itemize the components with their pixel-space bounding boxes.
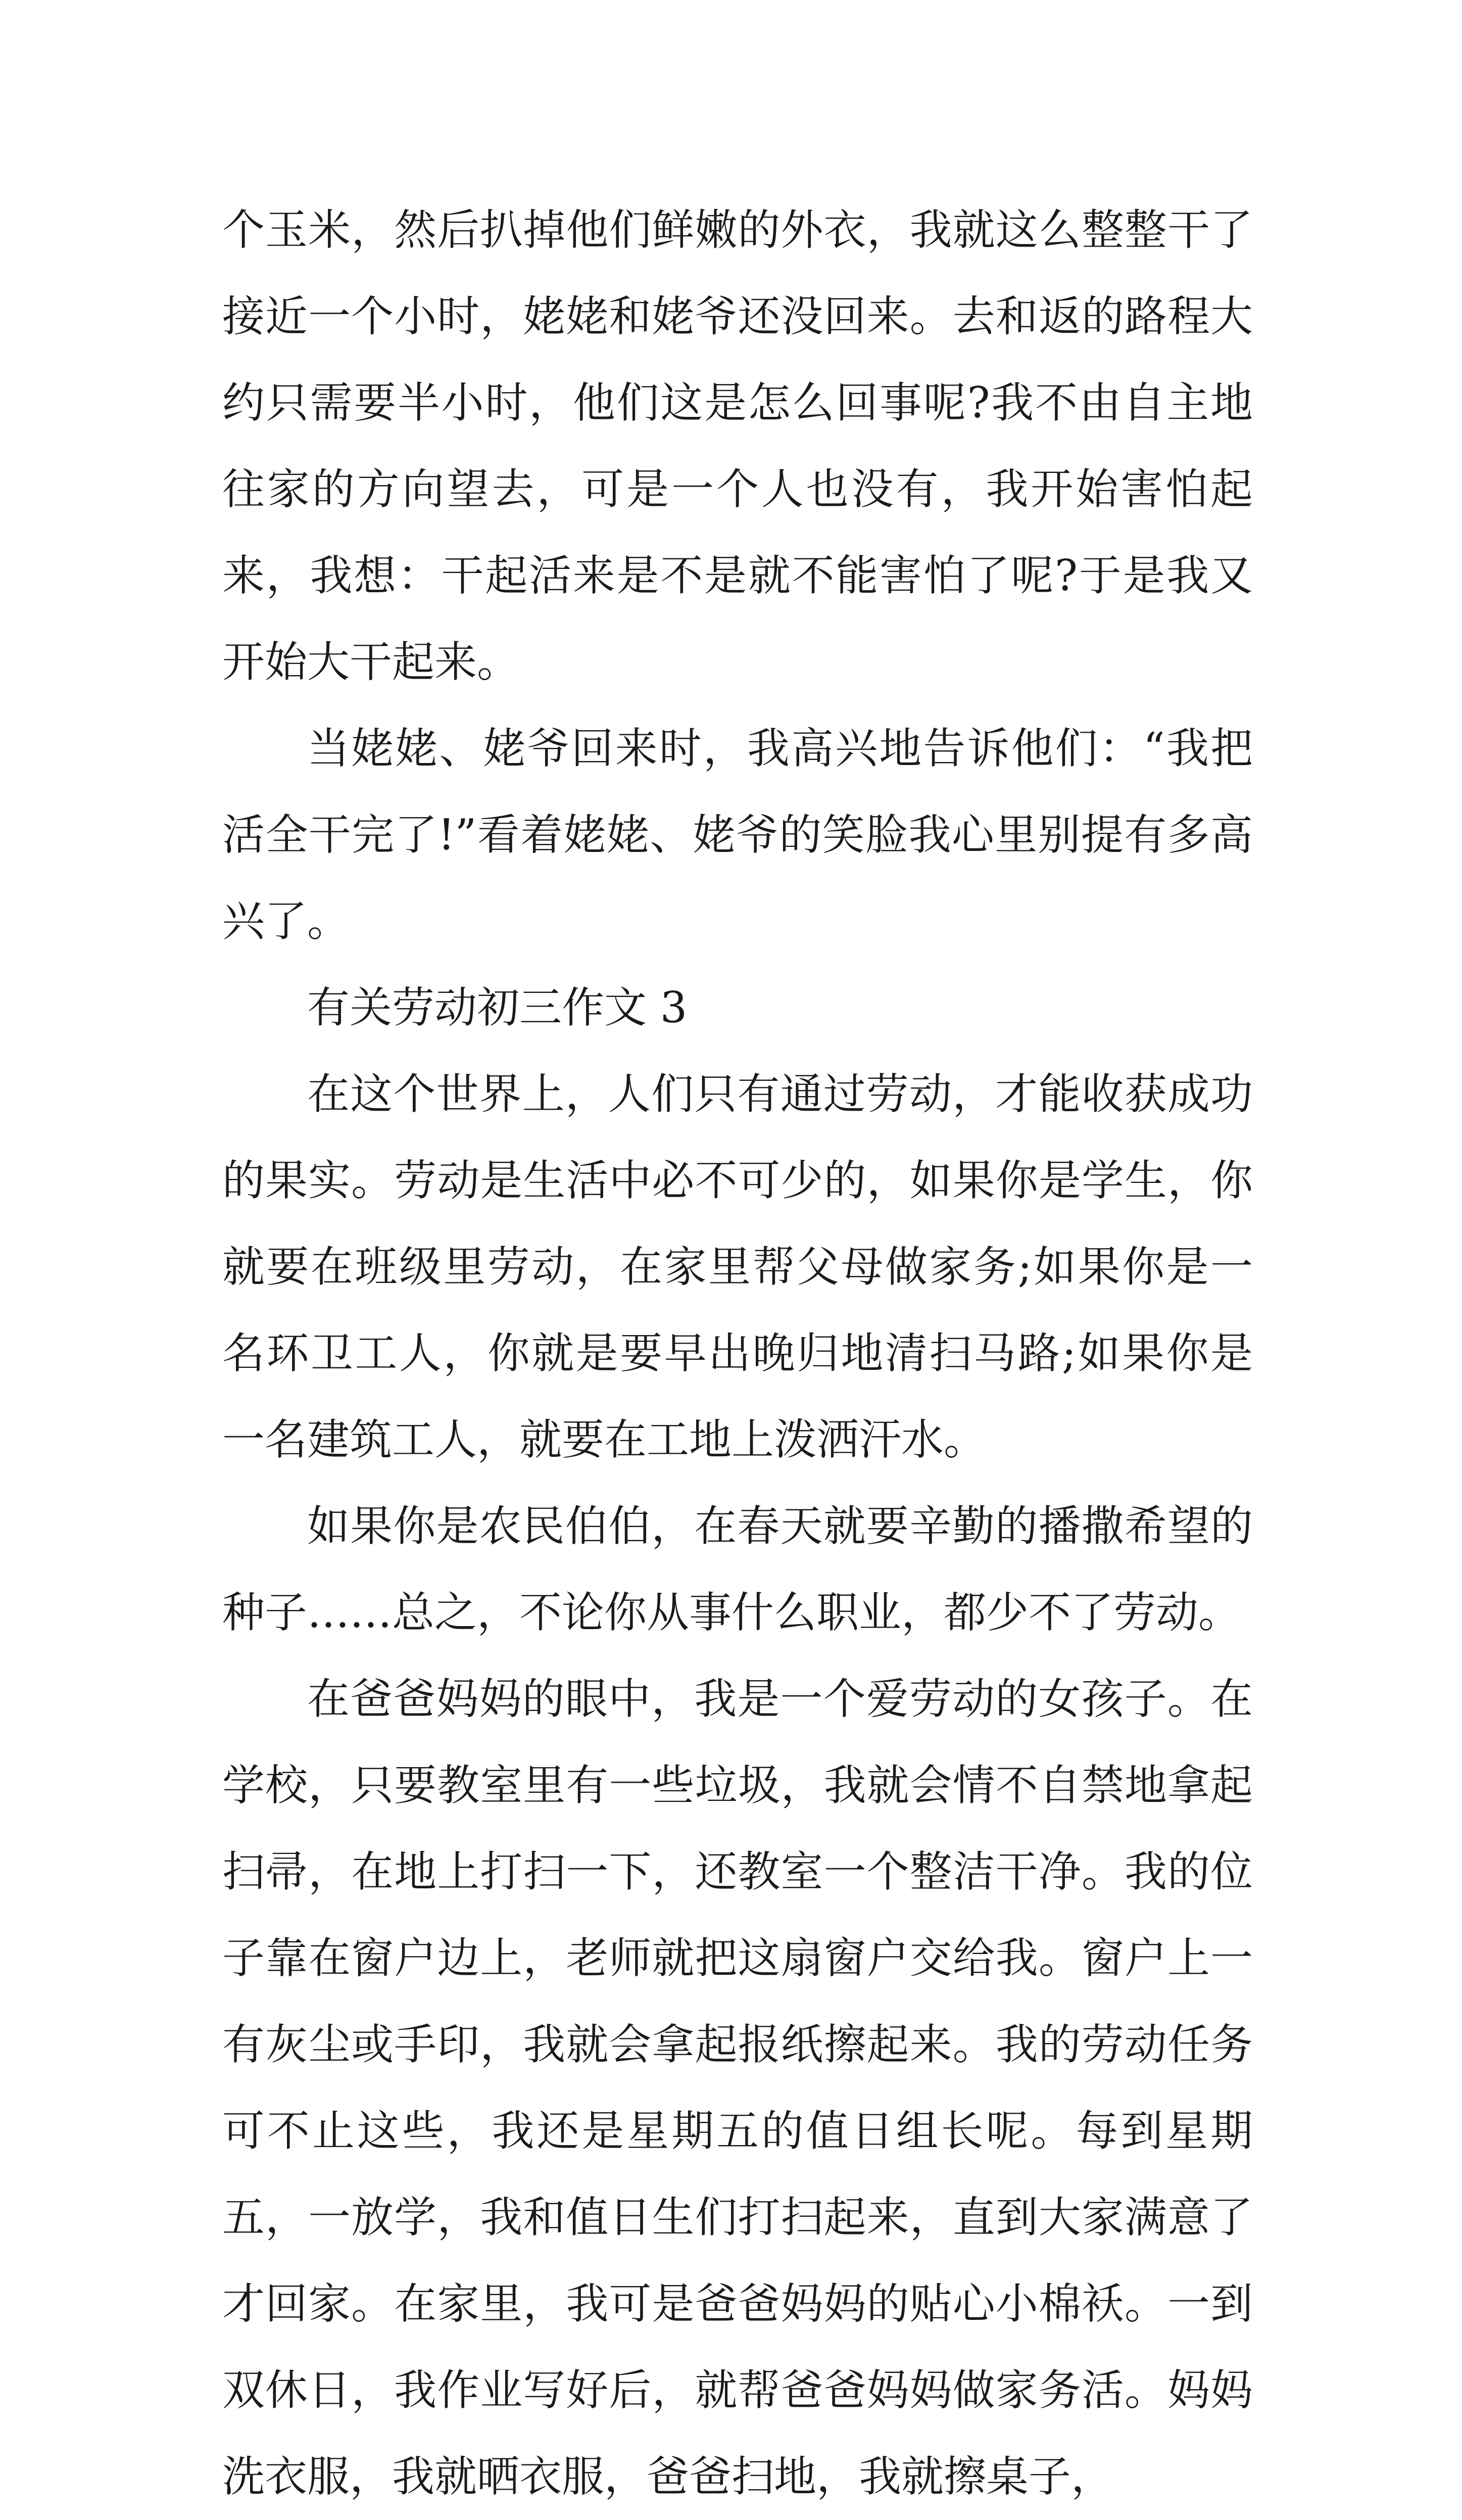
paragraph: 在这个世界上，人们只有通过劳动，才能收获成功的果实。劳动是生活中必不可少的，如果你是学生，你就要在班级里劳动，在家里帮父母做家务;如果你是一名环卫工人，你就是要早出晚归地清扫马路;如果你是一名建筑工人，就要在工地上泼洒汗水。 <box>222 1069 1253 1464</box>
paragraph: 当姥姥、姥爷回来时，我高兴地告诉他们：“我把活全干完了!”看着姥姥、姥爷的笑脸我心里别提有多高兴了。 <box>222 724 1253 946</box>
paragraph: 在爸爸妈妈的眼中，我是一个爱劳动的女孩子。在学校，只要教室里有一些垃圾，我就会情不自禁地拿起扫帚，在地上打扫一下，还教室一个整洁干净。我的位子靠在窗户边上，老师就把这扇窗户交给我。窗户上一有灰尘或手印，我就会拿起报纸擦起来。我的劳动任务可不止这些，我还是星期五的值日组长呢。每到星期五，一放学，我和值日生们打扫起来，直到大家满意了才回家。在家里，我可是爸爸妈妈的贴心小棉袄。一到双休日，我作业写好后，就帮爸爸妈妈做家务活。妈妈洗衣服，我就晒衣服，爸爸扫地，我就擦桌子， <box>222 1674 1253 2501</box>
section-heading: 有关劳动初三作文 3 <box>307 983 688 1032</box>
paragraph-continued: 个玉米，然后扒掉他们鲜嫩的外衣，我就这么整整干了接近一个小时，姥姥和姥爷还没回来。去和返的路程大约只需要半小时，他们这是怎么回事呢?我不由自主地往家的方向望去，可是一个人也没有，我开始害怕起来，我想：干起活来是不是就不能害怕了呢?于是我又开始大干起来。 <box>222 205 1253 687</box>
paragraph: 如果你是农民伯伯，在春天就要辛勤的播撒希望的种子……总之，不论你从事什么职业，都少不了劳动。 <box>222 1501 1253 1637</box>
essay-body <box>222 187 1253 2520</box>
